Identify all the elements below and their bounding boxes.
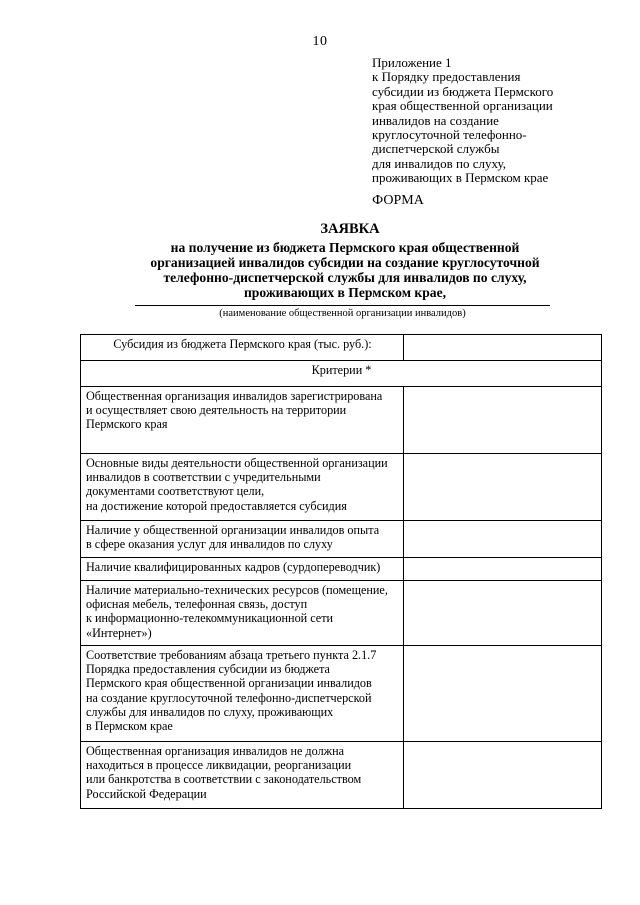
appendix-block	[372, 56, 612, 186]
appendix-line: проживающих в Пермском крае	[372, 170, 549, 186]
criterion-line: в сфере оказания услуг для инвалидов по слуху	[86, 537, 333, 552]
table-row	[81, 454, 602, 521]
subsidy-label-cell: Субсидия из бюджета Пермского края (тыс. руб.):	[81, 335, 404, 361]
criterion-value-cell[interactable]	[404, 558, 602, 581]
criterion-line: Наличие квалифицированных кадров (сурдопереводчик)	[86, 560, 381, 574]
criterion-line: Общественная организация инвалидов не должна	[86, 744, 344, 758]
organization-name-line[interactable]	[135, 305, 550, 306]
criterion-line: Наличие материально-технических ресурсов (помещение,	[86, 583, 388, 597]
table-row-criteria-header	[81, 361, 602, 387]
criterion-value-cell[interactable]	[404, 521, 602, 558]
criterion-line: Порядка предоставления субсидии из бюджета	[86, 662, 330, 677]
criterion-line: и осуществляет свою деятельность на территории	[86, 403, 347, 418]
form-label	[0, 193, 640, 209]
criterion-line: службы для инвалидов по слуху, проживающих	[86, 704, 334, 719]
criteria-header-cell: Критерии *	[81, 361, 602, 387]
criterion-line: «Интернет»)	[86, 625, 152, 640]
subtitle-line: на получение из бюджета Пермского края общественной	[170, 240, 520, 255]
criteria-table	[80, 334, 602, 809]
appendix-line: к Порядку предоставления	[372, 69, 521, 85]
table-row	[81, 581, 602, 646]
criterion-line: Российской Федерации	[86, 786, 207, 801]
document-title	[0, 221, 640, 238]
appendix-line: инвалидов на создание	[372, 112, 499, 128]
appendix-line: Приложение 1	[372, 55, 452, 70]
criterion-line: Пермского края общественной организации инвалидов	[86, 676, 372, 691]
subtitle-line: проживающих в Пермском крае,	[243, 285, 447, 300]
criterion-line: в Пермском крае	[86, 719, 173, 734]
criterion-value-cell[interactable]	[404, 646, 602, 742]
document-subtitle	[110, 240, 580, 300]
criterion-line: Наличие у общественной организации инвалидов опыта	[86, 523, 380, 537]
criterion-label-cell	[81, 387, 404, 454]
criterion-value-cell[interactable]	[404, 387, 602, 454]
criterion-line: документами соответствуют цели,	[86, 484, 265, 499]
table-row	[81, 742, 602, 809]
table-row	[81, 387, 602, 454]
criterion-label-cell	[81, 454, 404, 521]
table-row-subsidy	[81, 335, 602, 361]
appendix-line: субсидии из бюджета Пермского	[372, 83, 554, 99]
appendix-line: круглосуточной телефонно-	[372, 127, 527, 143]
page-number: 10	[312, 34, 328, 49]
criterion-label-cell	[81, 521, 404, 558]
criterion-label-cell	[81, 581, 404, 646]
criterion-line: офисная мебель, телефонная связь, доступ	[86, 597, 308, 612]
appendix-line: диспетчерской службы	[372, 141, 500, 157]
criterion-line: или банкротства в соответствии с законодательством	[86, 772, 362, 787]
criterion-line: к информационно-телекоммуникационной сети	[86, 611, 334, 626]
criterion-line: на создание круглосуточной телефонно-диспетчерской	[86, 690, 372, 705]
document-title-text: ЗАЯВКА	[320, 221, 380, 237]
criterion-line: на достижение которой предоставляется субсидия	[86, 498, 347, 513]
table-row	[81, 646, 602, 742]
organization-name-caption: (наименование общественной организации инвалидов)	[219, 308, 466, 319]
table-row	[81, 521, 602, 558]
criterion-line: находиться в процессе ликвидации, реорганизации	[86, 758, 352, 773]
criterion-line: инвалидов в соответствии с учредительными	[86, 470, 321, 485]
appendix-line: для инвалидов по слуху,	[372, 155, 506, 171]
criterion-label-cell	[81, 558, 404, 581]
criterion-label-cell	[81, 742, 404, 809]
form-label-text: ФОРМА	[372, 193, 424, 208]
subtitle-line: телефонно-диспетчерской службы для инвалидов по слуху,	[163, 270, 527, 285]
criterion-value-cell[interactable]	[404, 454, 602, 521]
criterion-value-cell[interactable]	[404, 742, 602, 809]
criterion-label-cell	[81, 646, 404, 742]
appendix-line: края общественной организации	[372, 98, 553, 114]
criterion-line: Общественная организация инвалидов зарегистрирована	[86, 389, 383, 403]
criterion-line: Основные виды деятельности общественной организации	[86, 456, 388, 470]
table-row	[81, 558, 602, 581]
criterion-line: Пермского края	[86, 417, 168, 432]
subsidy-value-cell[interactable]	[404, 335, 602, 361]
criterion-line: Соответствие требованиям абзаца третьего пункта 2.1.7	[86, 648, 377, 662]
criterion-value-cell[interactable]	[404, 581, 602, 646]
subtitle-line: организацией инвалидов субсидии на создание круглосуточной	[150, 255, 540, 270]
